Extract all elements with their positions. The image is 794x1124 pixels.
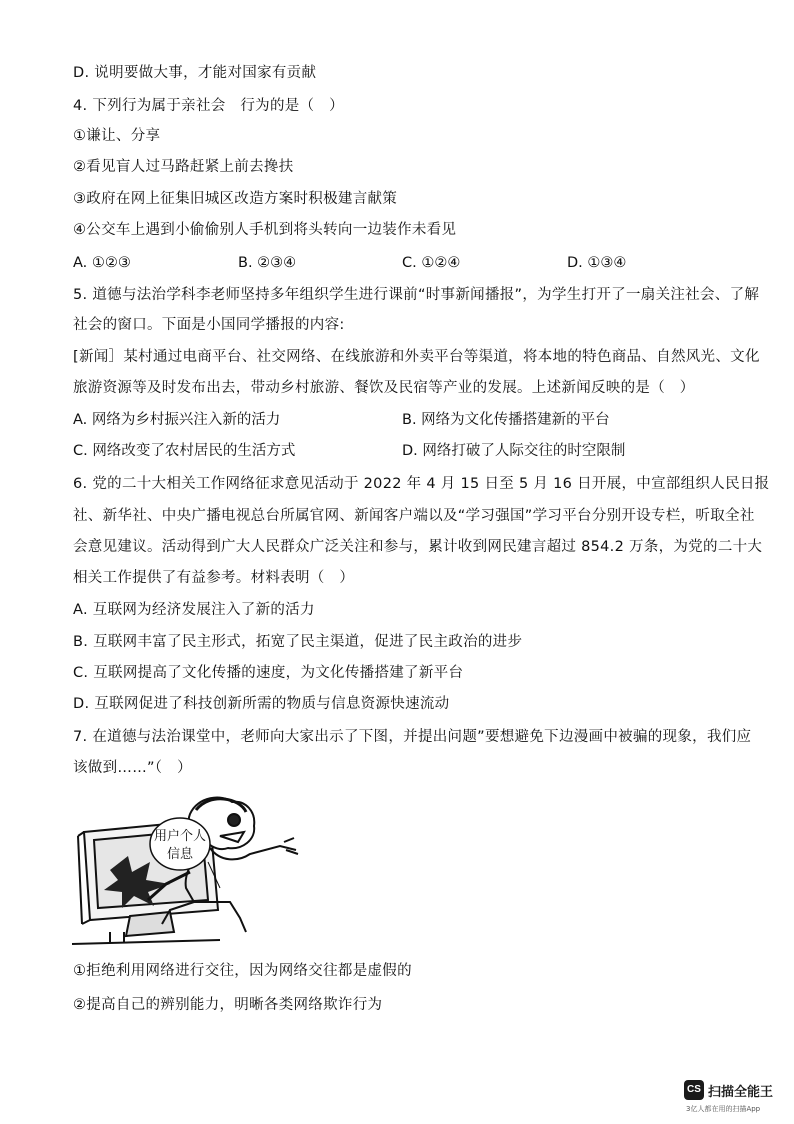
q4-stem: 4. 下列行为属于亲社会 行为的是（ ） [73, 98, 344, 114]
q5-option-d: D. 网络打破了人际交往的时空限制 [402, 443, 626, 459]
q5-stem-line: 旅游资源等及时发布出去，带动乡村旅游、餐饮及民宿等产业的发展。上述新闻反映的是（ ） [73, 380, 695, 396]
q7-stem-line: 7. 在道德与法治课堂中，老师向大家出示了下图，并提出问题”要想避免下边漫画中被骗的现象，我们应 [73, 729, 752, 745]
q6-option-b: B. 互联网丰富了民主形式，拓宽了民主渠道，促进了民主政治的进步 [73, 634, 523, 650]
camscanner-logo-icon: CS [684, 1080, 704, 1100]
q6-stem-line: 6. 党的二十大相关工作网络征求意见活动于 2022 年 4 月 15 日至 5 月 16 日开展，中宣部组织人民日报 [73, 476, 770, 492]
q4-item: ③政府在网上征集旧城区改造方案时积极建言献策 [73, 191, 398, 207]
q6-option-d: D. 互联网促进了科技创新所需的物质与信息资源快速流动 [73, 696, 450, 712]
info-bubble [150, 818, 210, 870]
q4-item: ①谦让、分享 [73, 128, 161, 144]
q5-stem-line: [新闻］某村通过电商平台、社交网络、在线旅游和外卖平台等渠道，将本地的特色商品、自然风光、文化 [73, 349, 760, 365]
q7-item: ②提高自己的辨别能力，明晰各类网络欺诈行为 [73, 997, 383, 1013]
cartoon-label-2: 信息 [166, 847, 194, 862]
q6-option-c: C. 互联网提高了文化传播的速度，为文化传播搭建了新平台 [73, 665, 464, 681]
q4-option-d: D. ①③④ [567, 255, 627, 271]
q3-option-d: D. 说明要做大事，才能对国家有贡献 [73, 65, 317, 81]
watermark-name: 扫描全能王 [708, 1085, 774, 1100]
scanner-watermark [684, 1080, 788, 1116]
q6-option-a: A. 互联网为经济发展注入了新的活力 [73, 602, 315, 618]
q4-item: ④公交车上遇到小偷偷别人手机到将头转向一边装作未看见 [73, 222, 457, 238]
q6-stem-line: 会意见建议。活动得到广大人民群众广泛关注和参与，累计收到网民建言超过 854.2 万条，为党的二十大 [73, 539, 763, 555]
cartoon-illustration [70, 792, 300, 952]
q4-option-a: A. ①②③ [73, 255, 131, 271]
q6-stem-line: 相关工作提供了有益参考。材料表明（ ） [73, 570, 355, 586]
q5-option-b: B. 网络为文化传播搭建新的平台 [402, 412, 610, 428]
q4-item: ②看见盲人过马路赶紧上前去搀扶 [73, 159, 294, 175]
q5-stem-line: 社会的窗口。下面是小国同学播报的内容: [73, 317, 345, 333]
q7-item: ①拒绝利用网络进行交往，因为网络交往都是虚假的 [73, 963, 412, 979]
q4-option-b: B. ②③④ [238, 255, 297, 271]
cartoon-label-1: 用户个人 [153, 829, 207, 844]
q5-option-c: C. 网络改变了农村居民的生活方式 [73, 443, 296, 459]
q6-stem-line: 社、新华社、中央广播电视总台所属官网、新闻客户端以及“学习强国”学习平台分别开设专栏，听取全社 [73, 508, 755, 524]
q5-option-a: A. 网络为乡村振兴注入新的活力 [73, 412, 281, 428]
q7-stem-line: 该做到……”（ ） [73, 760, 192, 776]
watermark-subtitle: 3亿人都在用的扫描App [686, 1105, 761, 1113]
q5-stem-line: 5. 道德与法治学科李老师坚持多年组织学生进行课前“时事新闻播报”，为学生打开了一扇关注社会、了解 [73, 287, 760, 303]
q4-option-c: C. ①②④ [402, 255, 461, 271]
